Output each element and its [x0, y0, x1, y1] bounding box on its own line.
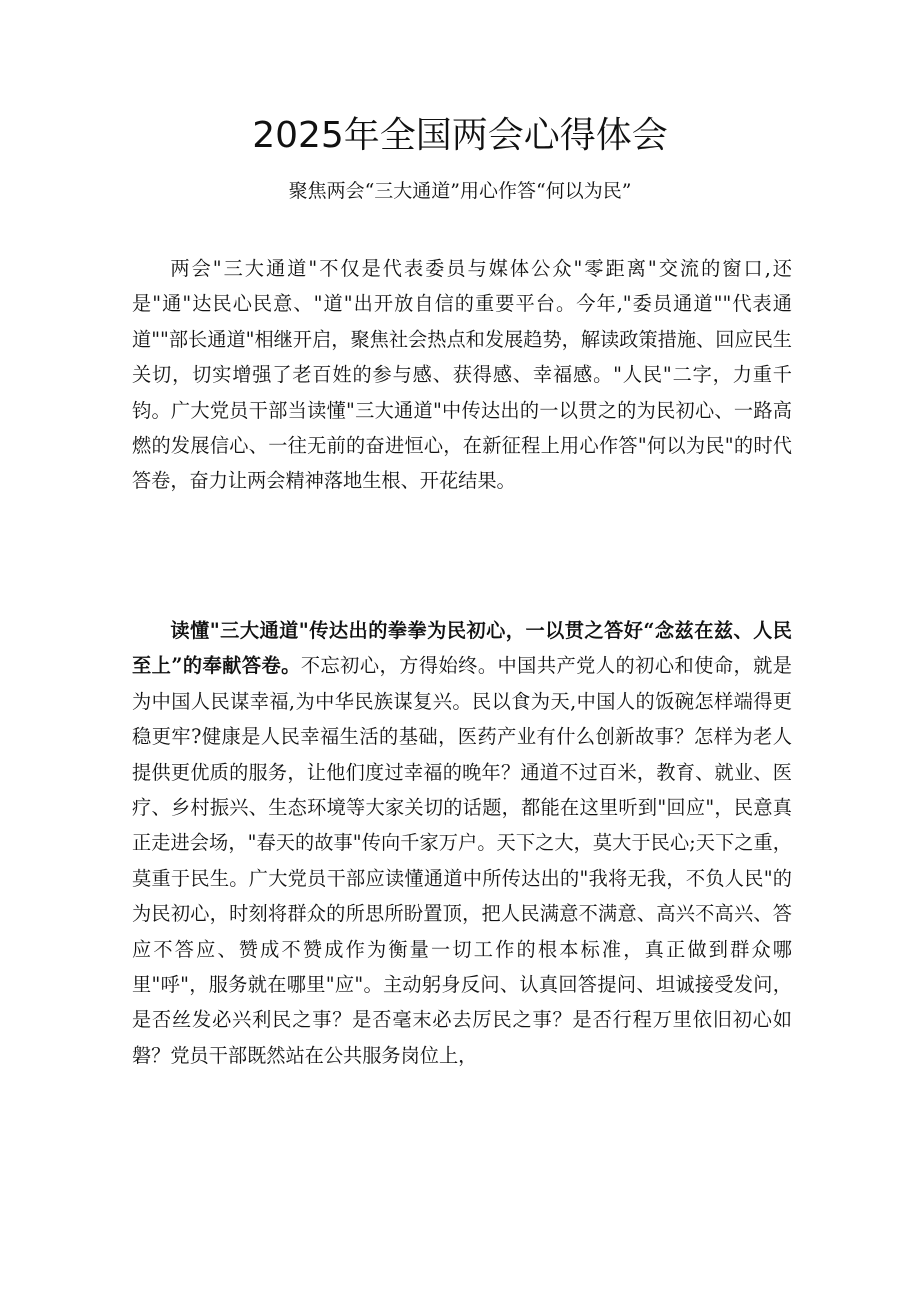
paragraph-2-text: 不忘初心，方得始终。中国共产党人的初心和使命，就是为中国人民谋幸福,为中华民族谋复兴。民以食为天,中国人的饭碗怎样端得更稳更牢?健康是人民幸福生活的基础，医药产业有什么创新故事？怎样为老人提供更优质的服务，让他们度过幸福的晚年？通道不过百米，教育、就业、医疗、乡村振兴、生态环境等大家关切的话题，都能在这里听到"回应"，民意真正走进会场，"春天的故事"传向千家万户。天下之大，莫大于民心;天下之重，莫重于民生。广大党员干部应读懂通道中所传达出的"我将无我，不负人民"的为民初心，时刻将群众的所思所盼置顶，把人民满意不满意、高兴不高兴、答应不答应、赞成不赞成作为衡量一切工作的根本标准，真正做到群众哪里"呼"，服务就在哪里"应"。主动躬身反问、认真回答提问、坦诚接受发问，是否丝发必兴利民之事？是否毫末必去厉民之事？是否行程万里依旧初心如磐？党员干部既然站在公共服务岗位上， — [132, 654, 792, 1067]
paragraph-1: 两会"三大通道"不仅是代表委员与媒体公众"零距离"交流的窗口,还是"通"达民心民意、"道"出开放自信的重要平台。今年,"委员通道""代表通道""部长通道"相继开启，聚焦社会热点和发展趋势，解读政策措施、回应民生关切，切实增强了老百姓的参与感、获得感、幸福感。"人民"二字，力重千钧。广大党员干部当读懂"三大通道"中传达出的一以贯之的为民初心、一路高燃的发展信心、一往无前的奋进恒心，在新征程上用心作答"何以为民"的时代答卷，奋力让两会精神落地生根、开花结果。 — [132, 257, 792, 493]
paragraph-2-lead: 读懂"三大通道"传达出的拳拳为民初心，一以贯之答好“念兹在兹、人民至上”的奉献答卷。 — [132, 619, 792, 678]
paragraph-2 — [132, 613, 792, 1073]
document-subtitle: 聚焦两会“三大通道”用心作答“何以为民” — [288, 180, 632, 202]
document-title: 2025年全国两会心得体会 — [252, 115, 668, 156]
